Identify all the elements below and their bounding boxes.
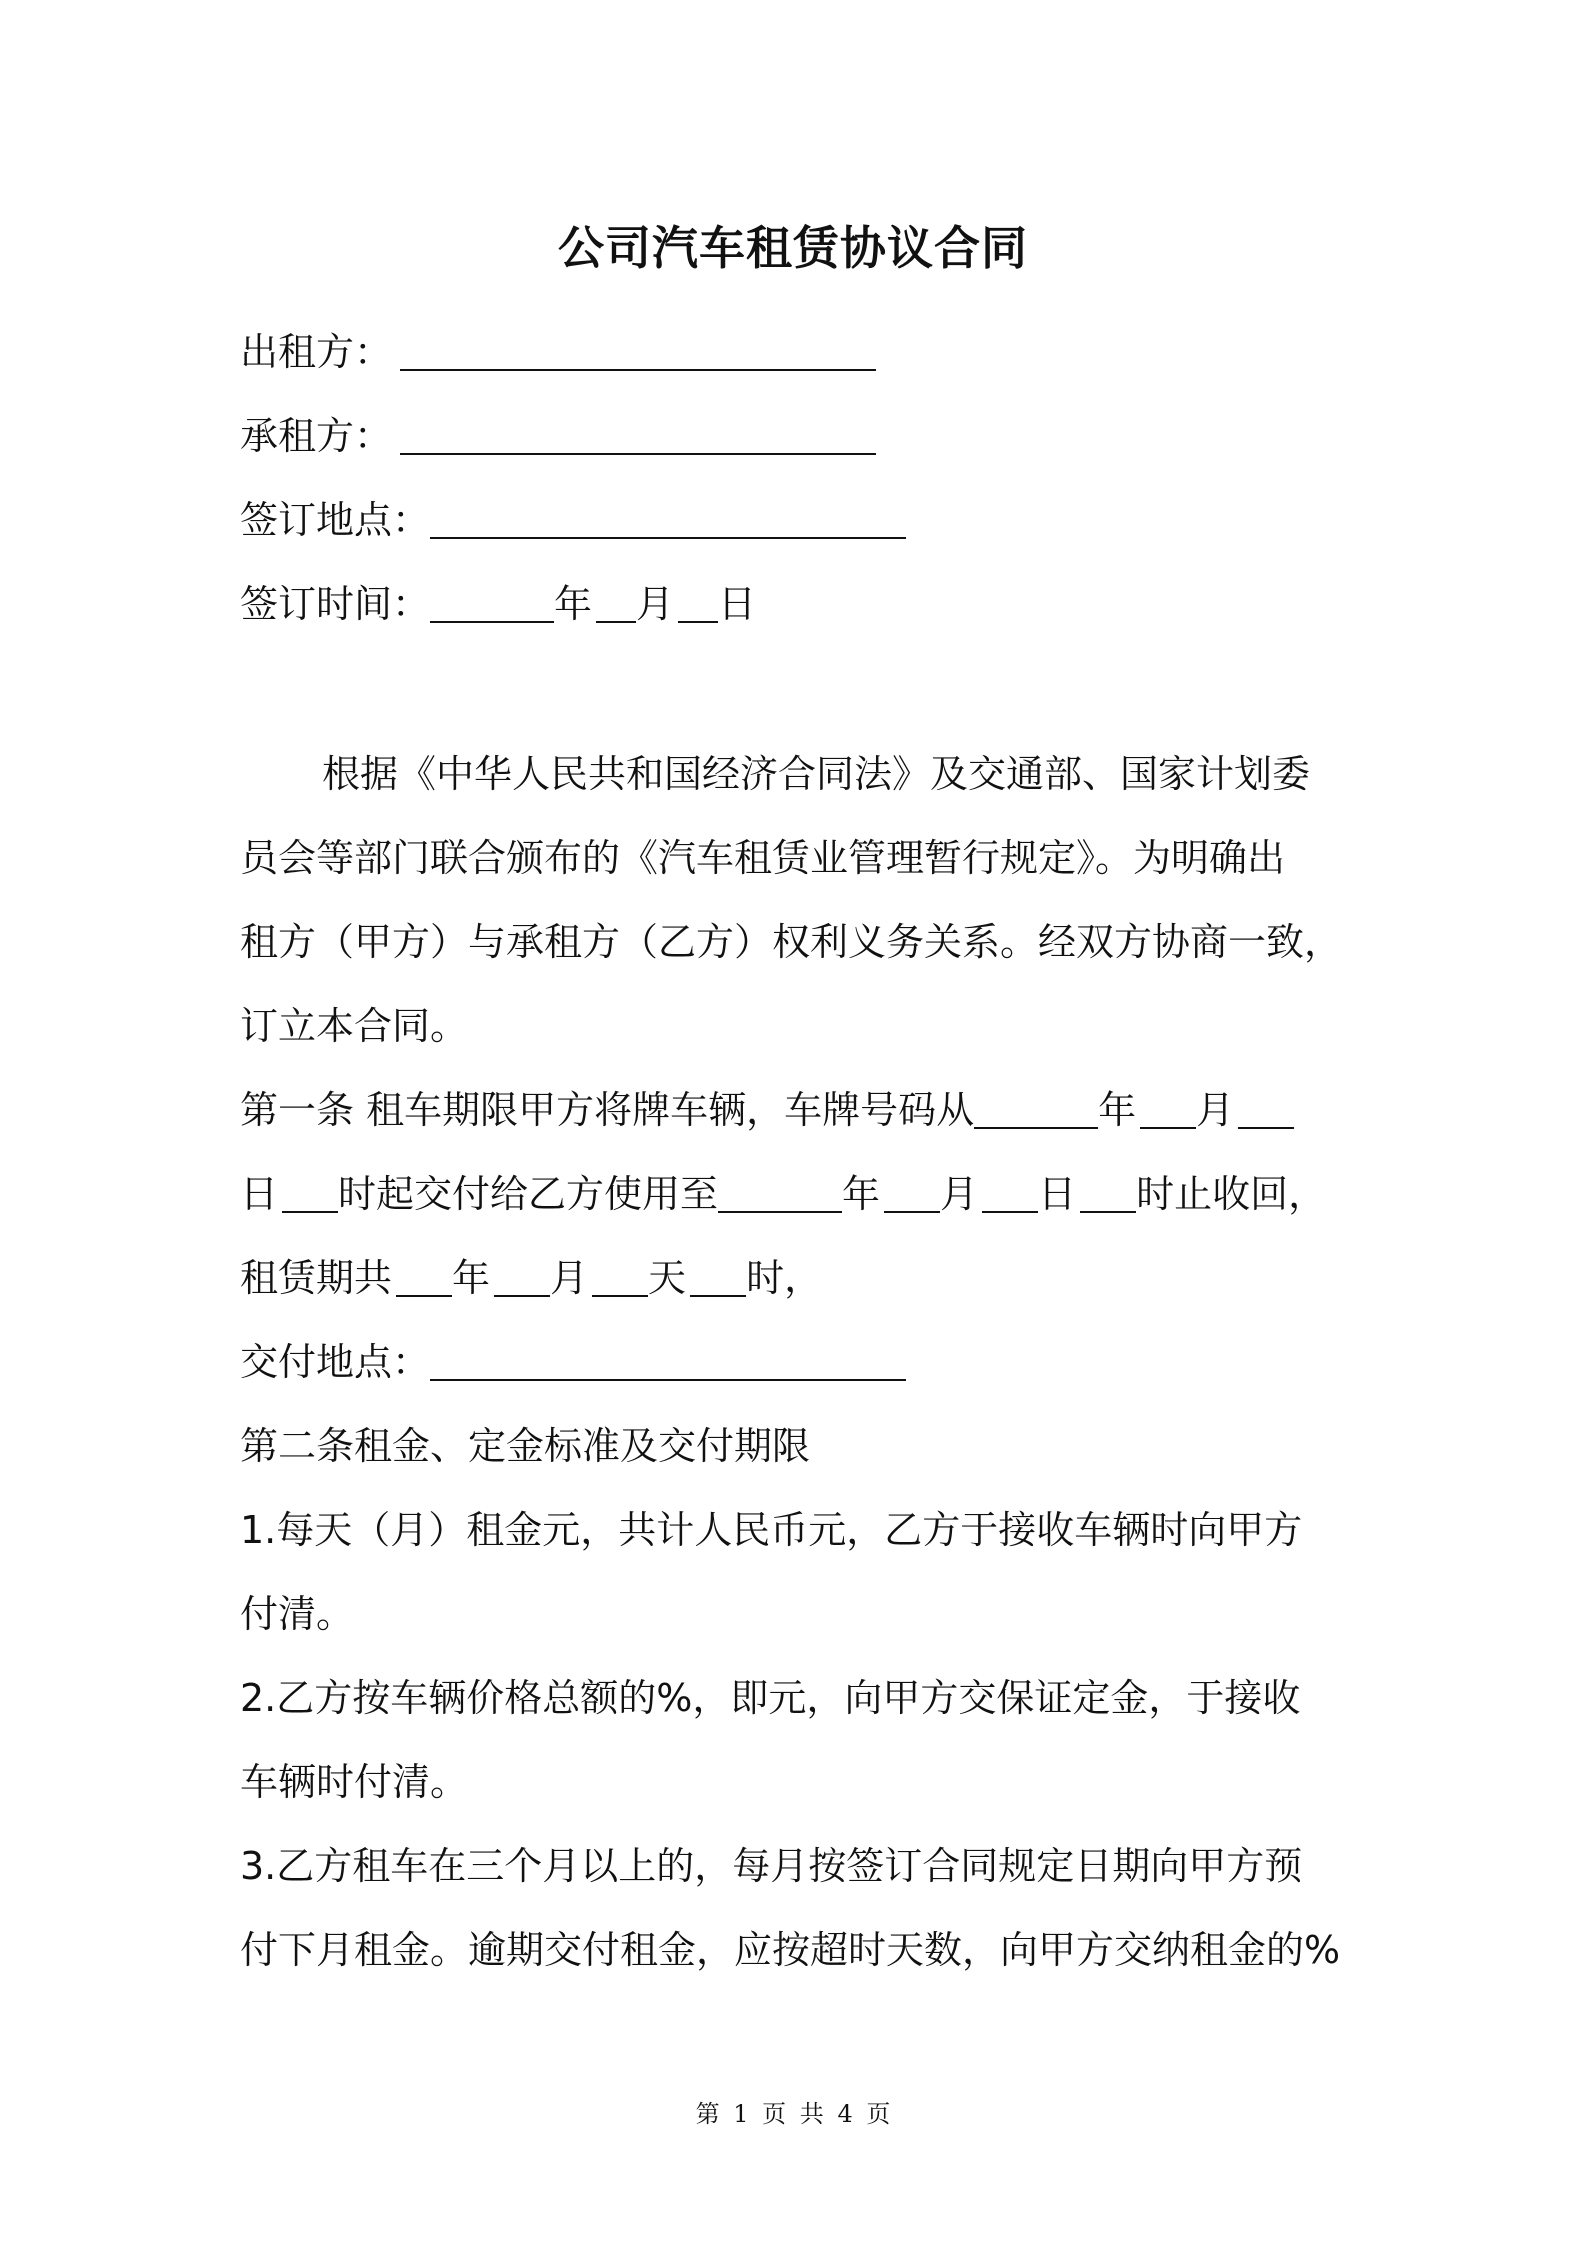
end-day-blank[interactable]	[982, 1171, 1038, 1213]
start-hour-blank[interactable]	[282, 1171, 338, 1213]
delivery-place-blank[interactable]	[430, 1339, 906, 1381]
period-prefix: 租赁期共	[240, 1256, 393, 1300]
end-hour-blank[interactable]	[1080, 1171, 1136, 1213]
end-month-label: 月	[940, 1172, 979, 1216]
signing-month-blank[interactable]	[596, 581, 636, 623]
lessee-label: 承租方：	[240, 414, 393, 458]
signing-year-blank[interactable]	[430, 581, 554, 623]
article2-line-2: 付清。	[240, 1592, 355, 1636]
start-month-label: 月	[1196, 1088, 1235, 1132]
preamble-line-4: 订立本合同。	[240, 1004, 469, 1048]
end-year-label: 年	[842, 1172, 881, 1216]
signing-day-label: 日	[718, 582, 757, 626]
lessor-blank[interactable]	[400, 329, 876, 371]
start-year-label: 年	[1098, 1088, 1137, 1132]
start-day-label: 日	[240, 1172, 279, 1216]
end-year-blank[interactable]	[718, 1171, 842, 1213]
lessee-blank[interactable]	[400, 413, 876, 455]
start-day-blank[interactable]	[1238, 1087, 1294, 1129]
preamble-line-3: 租方（甲方）与承租方（乙方）权利义务关系。经双方协商一致，	[240, 920, 1343, 964]
signing-day-blank[interactable]	[678, 581, 718, 623]
signing-date-label: 签订时间：	[240, 582, 431, 626]
end-month-blank[interactable]	[884, 1171, 940, 1213]
delivery-place-label: 交付地点：	[240, 1340, 431, 1384]
period-month-label: 月	[550, 1256, 589, 1300]
period-month-blank[interactable]	[494, 1255, 550, 1297]
signing-date-field	[240, 578, 756, 630]
article2-line-5: 3.乙方租车在三个月以上的，每月按签订合同规定日期向甲方预	[240, 1844, 1303, 1888]
period-year-blank[interactable]	[396, 1255, 452, 1297]
article2-line-3: 2.乙方按车辆价格总额的%，即元，向甲方交保证定金，于接收	[240, 1676, 1301, 1720]
signing-month-label: 月	[636, 582, 675, 626]
lessor-label: 出租方：	[240, 330, 393, 374]
page-footer: 第 1 页 共 4 页	[695, 2100, 891, 2128]
end-day-label: 日	[1038, 1172, 1077, 1216]
period-hour-label: 时，	[746, 1256, 823, 1300]
article1-line-1	[240, 1084, 1294, 1136]
signing-place-label: 签订地点：	[240, 498, 431, 542]
article2-line-4: 车辆时付清。	[240, 1760, 469, 1804]
article1-line-2	[240, 1168, 1326, 1220]
article1-line-3	[240, 1252, 822, 1304]
article2-heading: 第二条租金、定金标准及交付期限	[240, 1424, 811, 1468]
period-year-label: 年	[452, 1256, 491, 1300]
handover-text: 时起交付给乙方使用至	[338, 1172, 719, 1216]
start-year-blank[interactable]	[974, 1087, 1098, 1129]
signing-place-field	[240, 494, 906, 546]
preamble-line-2: 员会等部门联合颁布的《汽车租赁业管理暂行规定》。为明确出	[240, 836, 1286, 880]
lessee-field	[240, 410, 876, 462]
article2-line-1: 1.每天（月）租金元，共计人民币元，乙方于接收车辆时向甲方	[240, 1508, 1303, 1552]
period-day-label: 天	[648, 1256, 687, 1300]
article2-line-6: 付下月租金。逾期交付租金，应按超时天数，向甲方交纳租金的%	[240, 1928, 1341, 1972]
preamble-line-1: 根据《中华人民共和国经济合同法》及交通部、国家计划委	[322, 752, 1311, 796]
article1-intro: 第一条 租车期限甲方将牌车辆，车牌号码从	[240, 1088, 975, 1132]
signing-place-blank[interactable]	[430, 497, 906, 539]
start-month-blank[interactable]	[1140, 1087, 1196, 1129]
signing-year-label: 年	[554, 582, 593, 626]
delivery-place-field	[240, 1336, 906, 1388]
return-text: 时止收回，	[1136, 1172, 1327, 1216]
document-title: 公司汽车租赁协议合同	[558, 221, 1028, 275]
lessor-field	[240, 326, 876, 378]
period-day-blank[interactable]	[592, 1255, 648, 1297]
period-hour-blank[interactable]	[690, 1255, 746, 1297]
